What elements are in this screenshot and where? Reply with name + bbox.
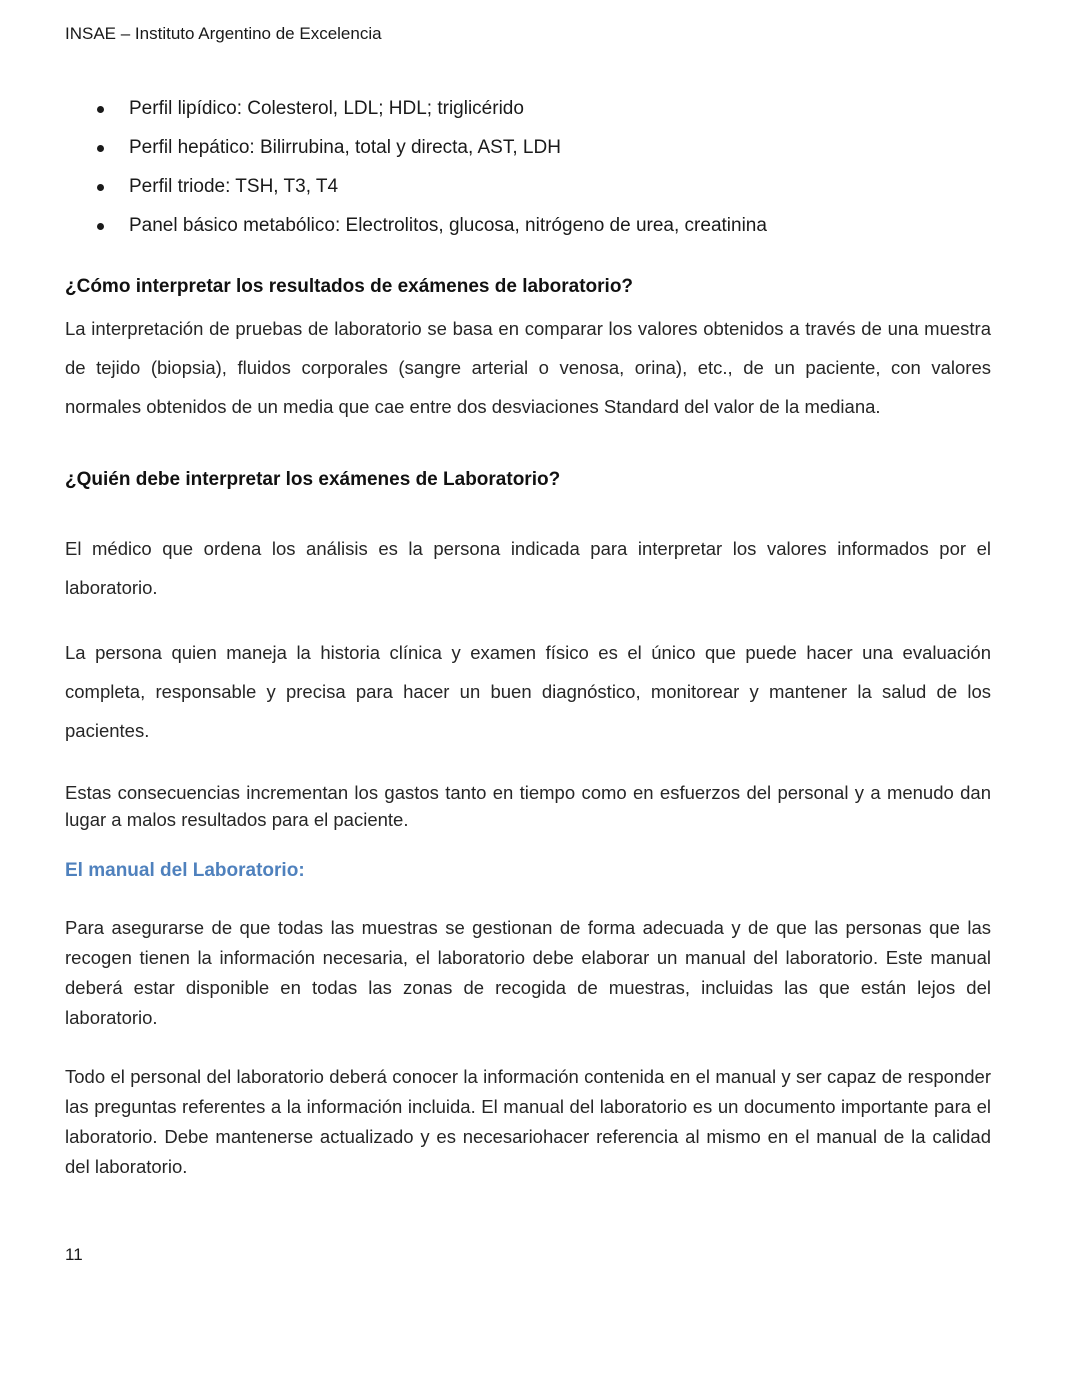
paragraph-who-1: El médico que ordena los análisis es la persona indicada para interpretar los valores informados por el laboratorio. (65, 538, 991, 598)
list-item (95, 135, 767, 174)
list-item-text: Perfil hepático: Bilirrubina, total y directa, AST, LDH (129, 137, 561, 158)
list-item-text: Perfil triode: TSH, T3, T4 (129, 176, 339, 197)
list-item-text: Perfil lipídico: Colesterol, LDL; HDL; triglicérido (129, 98, 524, 119)
page-number: 11 (65, 1245, 83, 1264)
bullet-icon (97, 184, 104, 191)
paragraph-who-3: Estas consecuencias incrementan los gastos tanto en tiempo como en esfuerzos del personal y a menudo dan lugar a malos resultados para el paciente. (65, 782, 991, 830)
section-heading-interpretation: ¿Cómo interpretar los resultados de exámenes de laboratorio? (65, 276, 634, 297)
bullet-icon (97, 106, 104, 113)
section-heading-who: ¿Quién debe interpretar los exámenes de Laboratorio? (65, 469, 561, 490)
list-item (95, 96, 767, 135)
page-header: INSAE – Instituto Argentino de Excelencia (65, 24, 382, 43)
list-item (95, 174, 767, 213)
bullet-list (95, 96, 767, 252)
paragraph-manual-1: Para asegurarse de que todas las muestras se gestionan de forma adecuada y de que las personas que las recogen tienen la información necesaria, el laboratorio debe elaborar un manual del laboratorio. Este manual deberá estar disponible en todas las zonas de recogida de muestras, incluidas las que están lejos del laboratorio. (65, 917, 991, 1028)
bullet-icon (97, 145, 104, 152)
list-item (95, 213, 767, 252)
paragraph-who-2: La persona quien maneja la historia clínica y examen físico es el único que puede hacer una evaluación completa, responsable y precisa para hacer un buen diagnóstico, monitorear y mantener la salud de los pacientes. (65, 642, 991, 741)
list-item-text: Panel básico metabólico: Electrolitos, glucosa, nitrógeno de urea, creatinina (129, 215, 767, 236)
paragraph-interpretation: La interpretación de pruebas de laboratorio se basa en comparar los valores obtenidos a través de una muestra de tejido (biopsia), fluidos corporales (sangre arterial o venosa, orina), etc., de un paciente, con valores normales obtenidos de un media que cae entre dos desviaciones Standard del valor de la mediana. (65, 318, 991, 417)
bullet-icon (97, 223, 104, 230)
section-heading-manual: El manual del Laboratorio: (65, 860, 305, 881)
paragraph-manual-2: Todo el personal del laboratorio deberá conocer la información contenida en el manual y ser capaz de responder las preguntas referentes a la información incluida. El manual del laboratorio es un documento importante para el laboratorio. Debe mantenerse actualizado y es necesariohacer referencia al mismo en el manual de la calidad del laboratorio. (65, 1066, 991, 1177)
